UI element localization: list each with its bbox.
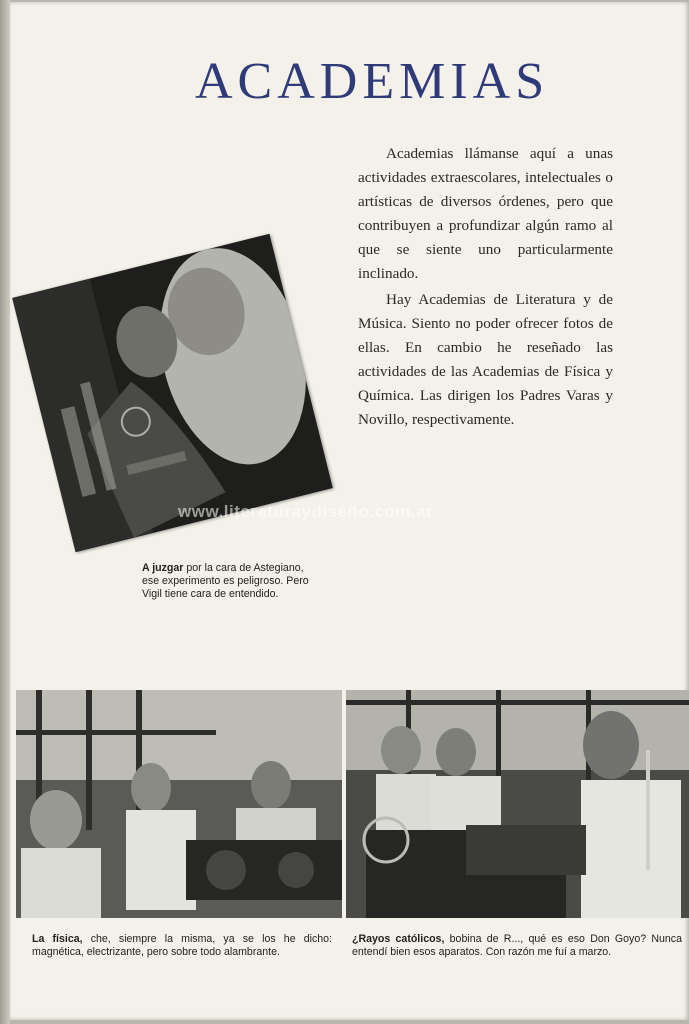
article-body <box>358 142 613 434</box>
caption-lead: A juzgar <box>142 562 184 574</box>
physics-lab-photo <box>16 690 342 918</box>
radio-lab-photo <box>346 690 689 918</box>
article-paragraph: Hay Academias de Literatura y de Música. Siento no poder ofrecer fotos de ellas. En cambio he reseñado las actividades de las Academias de Física y Química. Las dirigen los Padres Varas y Novillo, respectivamente. <box>358 291 613 428</box>
caption-lead: La física, <box>32 933 83 945</box>
caption-text: por la cara de Astegiano, ese experimento es peligroso. Pero Vigil tiene cara de entendido. <box>142 562 309 600</box>
photo-caption-radio <box>352 933 682 959</box>
page-title: ACADEMIAS <box>195 53 550 110</box>
page-binding-edge <box>0 0 10 1024</box>
physics-lab-photo-art <box>16 690 342 918</box>
caption-text: bobina de R..., qué es eso Don Goyo? Nunca entendí bien esos aparatos. Con razón me fuí a marzo. <box>352 933 682 958</box>
photo-caption-chemistry <box>142 562 320 601</box>
caption-text: che, siempre la misma, ya se los he dicho: magnética, electrizante, pero sobre todo alambrante. <box>32 933 333 958</box>
photo-caption-physics <box>32 933 332 959</box>
site-watermark: www.literaturaydiseño.com.ar <box>178 502 434 521</box>
radio-lab-photo-art <box>346 690 689 918</box>
article-paragraph: Academias llámanse aquí a unas actividades extraescolares, intelectuales o artísticas de diversos órdenes, pero que contribuyen a profundizar algún ramo al que se siente uno particularmente inclinado. <box>358 145 613 282</box>
caption-lead: ¿Rayos católicos, <box>352 933 445 945</box>
